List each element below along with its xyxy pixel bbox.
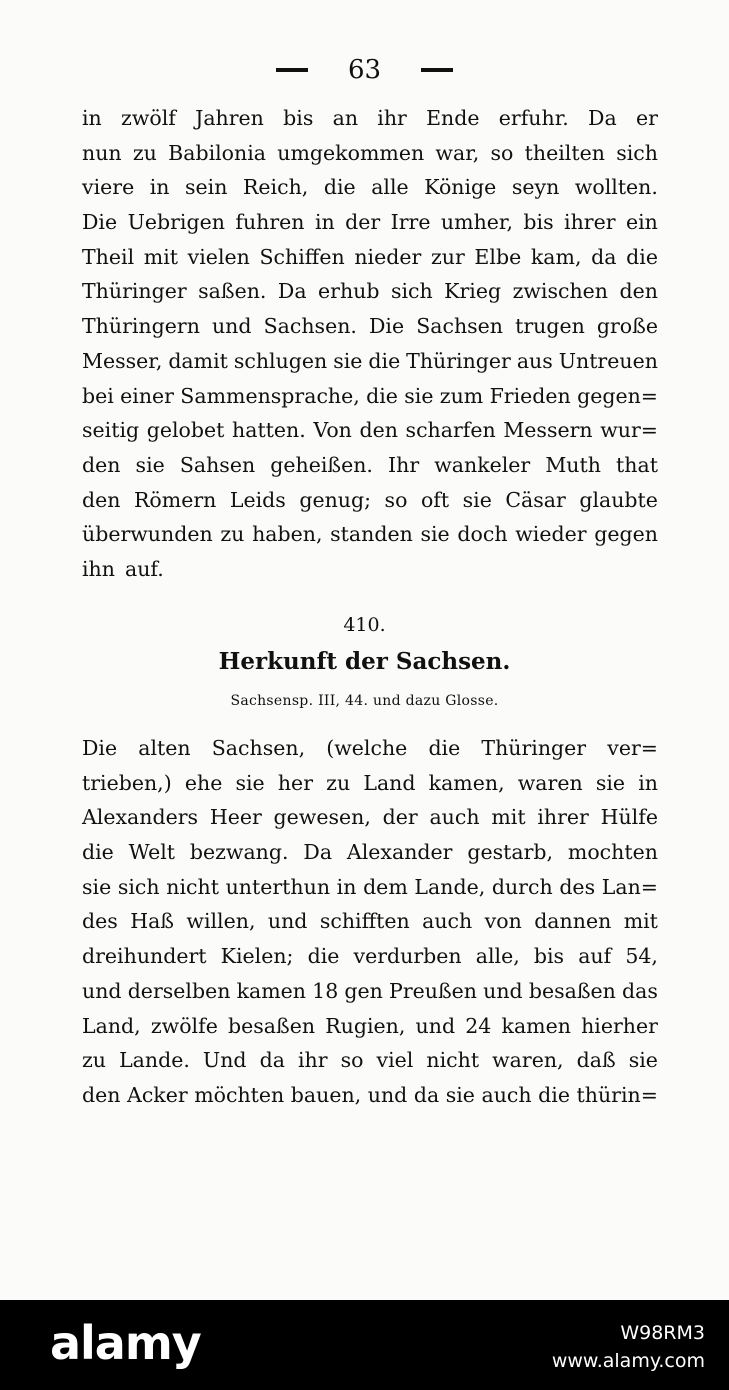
- word: schifften: [319, 909, 410, 934]
- word: wur=: [600, 418, 658, 443]
- word: sie: [82, 874, 112, 899]
- word: nicht: [426, 1048, 480, 1073]
- text-line: [82, 552, 658, 587]
- word: kam,: [530, 244, 582, 269]
- text-line: [82, 939, 658, 974]
- word: den: [82, 487, 121, 512]
- word: trugen: [515, 314, 585, 339]
- entry-number: 410.: [343, 614, 386, 636]
- word: mit: [491, 805, 526, 830]
- word: besaßen: [228, 1013, 316, 1038]
- image-id: W98RM3: [620, 1322, 705, 1344]
- word: hierher: [581, 1013, 658, 1038]
- paragraph-2: [82, 731, 658, 1113]
- word: Cäsar: [505, 487, 566, 512]
- word: seyn: [511, 175, 560, 200]
- word: und: [82, 978, 122, 1003]
- word: auch: [422, 909, 473, 934]
- word: Die: [82, 736, 118, 760]
- word: saßen.: [198, 279, 267, 304]
- word: und: [211, 314, 252, 339]
- word: erfuhr.: [498, 106, 569, 130]
- word: Acker: [127, 1082, 188, 1107]
- word: zu: [220, 522, 245, 547]
- word: Heer: [209, 805, 262, 830]
- word: die: [368, 348, 401, 373]
- word: ihn: [82, 556, 115, 581]
- word: die: [307, 944, 340, 969]
- word: Land: [363, 770, 416, 795]
- text-line: [82, 240, 658, 275]
- word: Irre: [390, 210, 431, 235]
- word: sie: [404, 383, 434, 408]
- word: (welche: [326, 736, 408, 760]
- word: und: [267, 909, 308, 934]
- word: dannen: [534, 909, 612, 934]
- word: die: [626, 244, 658, 269]
- word: von: [484, 909, 522, 934]
- word: bei: [82, 383, 114, 408]
- word: Frieden: [489, 383, 571, 408]
- word: Und: [202, 1048, 247, 1073]
- word: mit: [143, 244, 179, 269]
- word: gewesen,: [273, 805, 371, 830]
- word: den: [82, 452, 121, 477]
- text-line: [82, 1078, 658, 1113]
- word: gestarb,: [467, 840, 554, 865]
- word: daß: [576, 1048, 616, 1073]
- word: 24: [465, 1013, 492, 1038]
- word: Schiffen: [259, 244, 345, 269]
- word: theilten: [524, 140, 605, 165]
- watermark-footer: [0, 1300, 729, 1390]
- word: sich: [390, 279, 433, 304]
- word: zu: [132, 140, 157, 165]
- word: unterthun: [225, 874, 331, 899]
- word: Leids: [229, 487, 286, 512]
- word: sich: [117, 874, 160, 899]
- word: zwölf: [121, 106, 176, 130]
- word: Ihr: [388, 452, 420, 477]
- word: kamen: [501, 1013, 571, 1038]
- text-line: [82, 517, 658, 552]
- word: so: [490, 140, 514, 165]
- word: Thüringern: [82, 314, 200, 339]
- word: da: [413, 1082, 440, 1107]
- word: umher,: [440, 210, 513, 235]
- word: Reich,: [242, 175, 309, 200]
- word: und: [367, 1082, 408, 1107]
- word: Sachsen,: [211, 736, 306, 760]
- word: oft: [420, 487, 450, 512]
- word: Könige: [424, 175, 497, 200]
- word: in: [336, 874, 357, 899]
- text-line: [82, 800, 658, 835]
- word: Sahsen: [179, 452, 256, 477]
- page-header: [0, 50, 729, 90]
- word: Preußen: [389, 978, 477, 1003]
- text-line: [82, 413, 658, 448]
- word: ihr: [297, 1048, 328, 1073]
- word: Uebrigen: [127, 210, 225, 235]
- word: ihr: [377, 106, 407, 130]
- source-citation: Sachsensp. III, 44. und dazu Glosse.: [230, 693, 499, 709]
- word: ein: [625, 210, 658, 235]
- word: sie: [628, 1048, 658, 1073]
- word: sie: [595, 770, 626, 795]
- word: Rugien,: [325, 1013, 406, 1038]
- word: bis: [283, 106, 314, 130]
- text-line: [82, 974, 658, 1009]
- word: zu: [326, 770, 351, 795]
- word: mit: [623, 909, 658, 934]
- word: auch: [481, 1082, 532, 1107]
- word: kamen,: [428, 770, 505, 795]
- word: viel: [376, 1048, 414, 1073]
- word: nun: [82, 140, 122, 165]
- word: erhub: [318, 279, 380, 304]
- word: Messern: [503, 418, 593, 443]
- word: vielen: [187, 244, 250, 269]
- word: Da: [277, 279, 307, 304]
- word: die: [428, 736, 461, 760]
- word: that: [616, 452, 658, 477]
- word: wollten.: [574, 175, 658, 200]
- word: fuhren: [235, 210, 305, 235]
- word: geheißen.: [270, 452, 373, 477]
- word: durch: [491, 874, 553, 899]
- text-line: [82, 274, 658, 309]
- word: waren: [517, 770, 583, 795]
- word: nicht: [166, 874, 219, 899]
- word: Welt: [128, 840, 175, 865]
- word: mochten: [567, 840, 658, 865]
- word: Lande,: [414, 874, 486, 899]
- word: Römern: [133, 487, 217, 512]
- word: da: [259, 1048, 285, 1073]
- word: her: [277, 770, 313, 795]
- word: so: [384, 487, 408, 512]
- word: haben,: [252, 522, 323, 547]
- text-line: [82, 379, 658, 414]
- word: Sachsen: [416, 314, 504, 339]
- word: der: [382, 805, 418, 830]
- word: Kielen;: [220, 944, 294, 969]
- word: waren,: [492, 1048, 564, 1073]
- word: besaßen: [528, 978, 616, 1003]
- word: standen: [330, 522, 413, 547]
- word: Untreuen: [558, 348, 658, 373]
- word: dem: [363, 874, 408, 899]
- word: Thüringer: [82, 279, 187, 304]
- word: Sammensprache,: [180, 383, 360, 408]
- word: ihrer: [537, 805, 589, 830]
- word: da: [591, 244, 617, 269]
- word: sie: [135, 452, 165, 477]
- word: hatten.: [232, 418, 306, 443]
- section-title: Herkunft der Sachsen.: [218, 648, 511, 675]
- word: möchten: [194, 1082, 285, 1107]
- word: Muth: [545, 452, 601, 477]
- word: bezwang.: [189, 840, 289, 865]
- site-url: www.alamy.com: [551, 1350, 705, 1372]
- header-dash-left: [276, 68, 308, 72]
- word: Thüringer: [481, 736, 587, 760]
- word: zu: [82, 1048, 107, 1073]
- word: den: [619, 279, 658, 304]
- word: das: [622, 978, 658, 1003]
- word: Alexanders: [82, 805, 199, 830]
- word: nieder: [354, 244, 422, 269]
- alamy-logo: alamy: [50, 1316, 201, 1370]
- header-dash-right: [421, 68, 453, 72]
- word: ver=: [607, 736, 658, 760]
- text-line: [82, 170, 658, 205]
- word: gen: [344, 978, 383, 1003]
- word: die: [366, 383, 398, 408]
- word: willen,: [186, 909, 256, 934]
- word: doch: [457, 522, 508, 547]
- word: auch: [429, 805, 480, 830]
- text-line: [82, 870, 658, 905]
- paragraph-1: [82, 101, 658, 587]
- text-line: [82, 101, 658, 136]
- word: zwischen: [512, 279, 609, 304]
- word: des: [559, 874, 596, 899]
- word: den: [82, 1082, 121, 1107]
- text-line: [82, 1009, 658, 1044]
- word: wankeler: [434, 452, 531, 477]
- word: thürin=: [576, 1082, 658, 1107]
- word: ihrer: [564, 210, 616, 235]
- word: einer: [120, 383, 174, 408]
- word: 54,: [625, 944, 658, 969]
- word: alle,: [475, 944, 520, 969]
- word: der: [345, 210, 381, 235]
- word: sich: [616, 140, 658, 165]
- word: Haß: [130, 909, 174, 934]
- word: 18: [312, 978, 339, 1003]
- word: verdurben: [353, 944, 462, 969]
- word: seitig: [82, 418, 140, 443]
- word: gegen=: [577, 383, 658, 408]
- word: derselben: [127, 978, 231, 1003]
- word: Ende: [426, 106, 480, 130]
- word: große: [596, 314, 658, 339]
- word: Von: [313, 418, 352, 443]
- word: Krieg: [444, 279, 502, 304]
- word: war,: [435, 140, 480, 165]
- word: Sachsen.: [263, 314, 357, 339]
- word: viere: [82, 175, 135, 200]
- word: Jahren: [195, 106, 264, 130]
- word: die: [538, 1082, 570, 1107]
- page-number: 63: [347, 55, 382, 85]
- word: in: [638, 770, 658, 795]
- word: sie: [462, 487, 492, 512]
- word: in: [82, 106, 102, 130]
- word: sie: [420, 522, 450, 547]
- word: zur: [430, 244, 465, 269]
- word: sie: [445, 1082, 475, 1107]
- text-line: [82, 344, 658, 379]
- word: Da: [588, 106, 617, 130]
- word: Lan=: [601, 874, 658, 899]
- word: und: [483, 978, 523, 1003]
- word: alle: [371, 175, 409, 200]
- word: an: [332, 106, 359, 130]
- word: umgekommen: [277, 140, 425, 165]
- word: gelobet: [146, 418, 225, 443]
- text-line: [82, 766, 658, 801]
- word: Land,: [82, 1013, 141, 1038]
- text-line: [82, 309, 658, 344]
- word: genug;: [299, 487, 372, 512]
- word: Hülfe: [600, 805, 658, 830]
- word: so: [340, 1048, 364, 1073]
- word: Thüringer: [406, 348, 511, 373]
- word: wieder: [515, 522, 587, 547]
- word: dreihundert: [82, 944, 207, 969]
- word: die: [323, 175, 356, 200]
- word: Die: [369, 314, 405, 339]
- text-line: [82, 448, 658, 483]
- word: bauen,: [290, 1082, 362, 1107]
- word: Alexander: [346, 840, 453, 865]
- word: zum: [439, 383, 484, 408]
- word: Da: [303, 840, 333, 865]
- word: Lande.: [119, 1048, 190, 1073]
- word: scharfen: [405, 418, 496, 443]
- word: Elbe: [474, 244, 522, 269]
- word: und: [415, 1013, 456, 1038]
- word: auf.: [124, 556, 164, 581]
- text-line: [82, 904, 658, 939]
- word: sie: [333, 348, 363, 373]
- word: trieben,): [82, 770, 172, 795]
- word: sie: [235, 770, 265, 795]
- word: aus: [516, 348, 553, 373]
- word: damit: [168, 348, 228, 373]
- word: ehe: [184, 770, 223, 795]
- word: er: [635, 106, 658, 130]
- word: in: [314, 210, 335, 235]
- word: auf: [578, 944, 612, 969]
- word: Babilonia: [168, 140, 267, 165]
- word: alten: [138, 736, 191, 760]
- word: den: [359, 418, 398, 443]
- word: Theil: [82, 244, 135, 269]
- text-line: [82, 483, 658, 518]
- word: des: [82, 909, 118, 934]
- word: bis: [533, 944, 565, 969]
- word: sein: [185, 175, 228, 200]
- text-line: [82, 136, 658, 171]
- word: Messer,: [82, 348, 163, 373]
- text-line: [82, 1043, 658, 1078]
- word: bis: [523, 210, 554, 235]
- word: die: [82, 840, 114, 865]
- text-line: [82, 205, 658, 240]
- word: schlugen: [233, 348, 328, 373]
- text-line: [82, 835, 658, 870]
- word: in: [149, 175, 170, 200]
- word: gegen: [594, 522, 658, 547]
- word: glaubte: [579, 487, 658, 512]
- text-line: [82, 731, 658, 766]
- word: kamen: [236, 978, 306, 1003]
- word: überwunden: [82, 522, 213, 547]
- word: Die: [82, 210, 118, 235]
- word: zwölfe: [150, 1013, 218, 1038]
